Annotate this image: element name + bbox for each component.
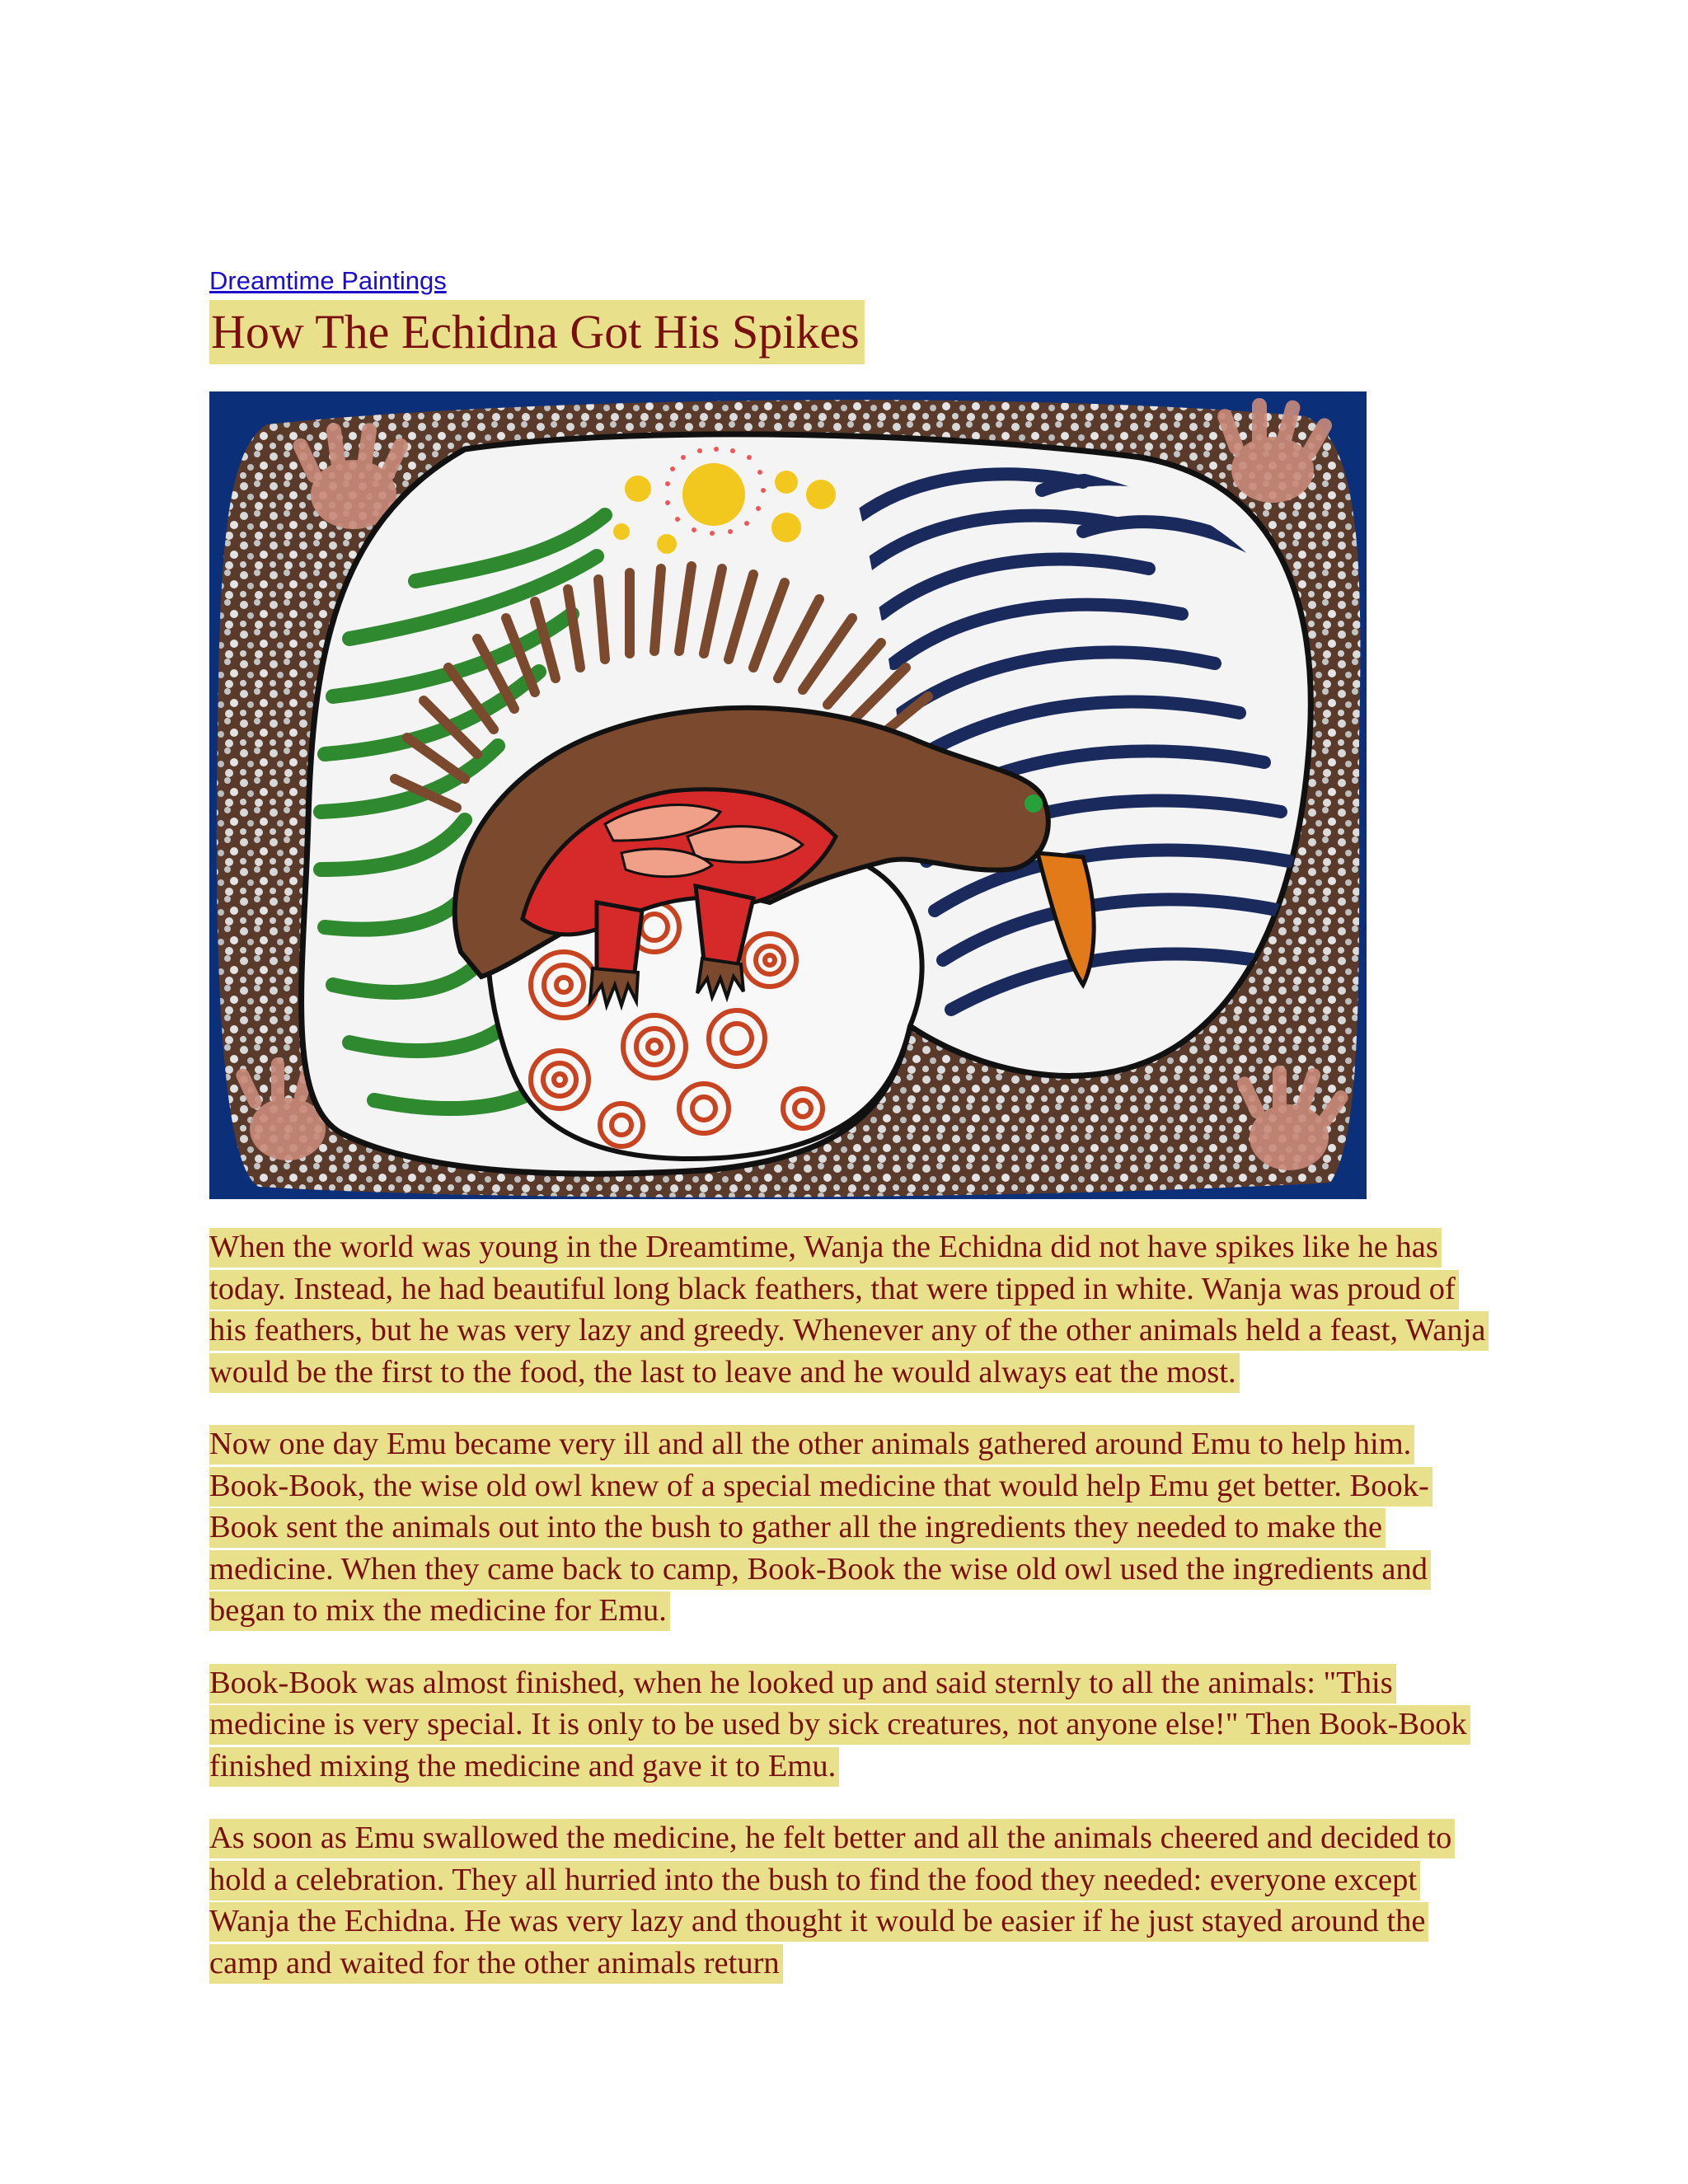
story-paragraph-text: Book-Book was almost finished, when he looked up and said sternly to all the animals: "This medicine is very special. It is only to be used by sick creatures, not anyone else!" Then Book-Book finished mixing the medicine and gave it to Emu. [209,1664,1470,1787]
story-paragraph-text: As soon as Emu swallowed the medicine, he felt better and all the animals cheered and decided to hold a celebration. They all hurried into the bush to find the food they needed: everyone except Wanja the Echidna. He was very lazy and thought it would be easier if he just stayed around the camp and waited for the other animals return [209,1819,1455,1984]
echidna-back-leg [597,902,642,978]
story-text [209,1226,1495,2014]
page-title: How The Echidna Got His Spikes [209,300,865,364]
story-paragraph-text: Now one day Emu became very ill and all the other animals gathered around Emu to help him. Book-Book, the wise old owl knew of a special medicine that would help Emu get better. Book-Book sent the animals out into the bush to gather all the ingredients they needed to make the medicine. When they came back to camp, Book-Book the wise old owl used the ingredients and began to mix the medicine for Emu. [209,1425,1432,1631]
story-paragraph [209,1662,1495,1788]
story-paragraph [209,1817,1495,1984]
echidna-eye [1025,794,1043,813]
breadcrumb-link-dreamtime-paintings[interactable]: Dreamtime Paintings [209,266,447,295]
story-paragraph [209,1226,1495,1393]
story-paragraph-text: When the world was young in the Dreamtime, Wanja the Echidna did not have spikes like he has today. Instead, he had beautiful long black feathers, that were tipped in white. Wanja was proud of his feathers, but he was very lazy and greedy. Whenever any of the other animals held a feast, Wanja would be the first to the food, the last to leave and he would always eat the most. [209,1228,1489,1393]
story-paragraph [209,1423,1495,1632]
echidna-painting-image [209,391,1367,1199]
